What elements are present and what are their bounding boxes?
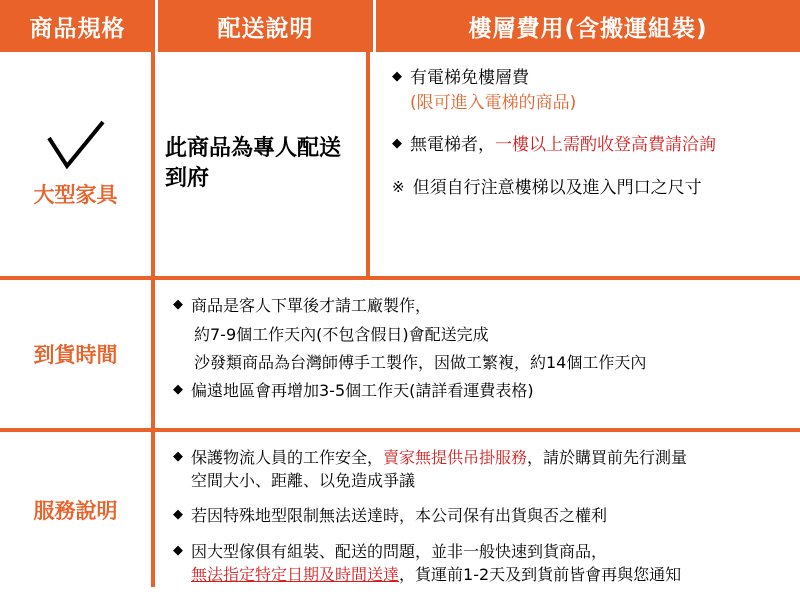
- note-prefix: 因大型傢俱有組裝、配送的問題，並非一般快速到貨商品，: [191, 541, 608, 561]
- row-label-arrival-time: [0, 280, 155, 428]
- note-subline: 約7-9個工作天內(不包含假日)會配送完成: [194, 325, 489, 345]
- note-suffix: ，貨運前1-2天及到貨前皆會再與您通知: [399, 564, 682, 584]
- table-row: [0, 280, 800, 432]
- note-body: 偏遠地區會再增加3-5個工作天(請詳看運費表格): [191, 381, 534, 401]
- header-floor-fee: 樓層費用(含搬運組裝): [468, 15, 708, 42]
- note-subline: 空間大小、距離、以免造成爭議: [191, 471, 416, 491]
- note-body: 但須自行注意樓梯以及進入門口之尺寸: [412, 177, 702, 198]
- table-row: [0, 432, 800, 587]
- note-item: [392, 133, 790, 158]
- note-body: 若因特殊地型限制無法送達時，本公司保有出貨與否之權利: [191, 506, 608, 526]
- note-body: [410, 66, 790, 115]
- row-label-large-furniture: [0, 52, 155, 276]
- row-label-text: 到貨時間: [33, 343, 118, 367]
- note-item: [173, 504, 788, 527]
- note-item: [392, 66, 790, 115]
- note-body: [191, 540, 788, 586]
- header-product-spec: 商品規格: [29, 15, 126, 42]
- note-highlight: 賣家無提供吊掛服務: [383, 448, 528, 467]
- floor-fee-notes: [370, 52, 800, 276]
- header-delivery-note: 配送說明: [217, 15, 314, 42]
- row-label-service-note: [0, 432, 155, 587]
- note-underlined-warning: 無法指定特定日期及時間送達: [191, 564, 400, 584]
- delivery-description-cell: [155, 52, 370, 276]
- note-subline: 沙發類商品為台灣師傅手工製作，因做工繁複，約14個工作天內: [194, 353, 647, 373]
- diamond-bullet-icon: ◆: [173, 449, 183, 464]
- service-notes: [155, 432, 800, 587]
- arrival-time-notes: [155, 280, 800, 428]
- note-highlight: 一樓以上需酌收登高費請洽詢: [495, 135, 716, 156]
- note-item: [173, 540, 788, 586]
- note-line-2: (限可進入電梯的商品): [410, 92, 577, 113]
- table-header: [0, 0, 800, 52]
- note-item: [173, 379, 788, 402]
- note-item: [173, 446, 788, 492]
- note-prefix: 無電梯者，: [410, 135, 495, 156]
- note-line-1: 有電梯免樓層費: [410, 68, 529, 88]
- reference-mark-icon: ※: [392, 177, 405, 196]
- note-body: [191, 446, 788, 492]
- note-suffix: ，請於購買前先行測量: [527, 448, 688, 467]
- diamond-bullet-icon: ◆: [392, 136, 402, 152]
- diamond-bullet-icon: ◆: [173, 507, 183, 523]
- delivery-description-text: 此商品為專人配送到府: [165, 136, 342, 191]
- note-body: [410, 133, 790, 158]
- note-item: [392, 176, 790, 201]
- note-body: 商品是客人下單後才請工廠製作，: [191, 296, 432, 315]
- note-item: [173, 294, 788, 317]
- row-label-text: 服務說明: [33, 498, 118, 523]
- diamond-bullet-icon: ◆: [392, 69, 402, 84]
- row-label-text: 大型家具: [33, 182, 118, 207]
- table-row: [0, 52, 800, 280]
- diamond-bullet-icon: ◆: [173, 542, 183, 558]
- diamond-bullet-icon: ◆: [173, 382, 183, 398]
- diamond-bullet-icon: ◆: [173, 297, 183, 312]
- check-mark-icon: [45, 120, 107, 177]
- note-prefix: 保護物流人員的工作安全，: [191, 448, 384, 467]
